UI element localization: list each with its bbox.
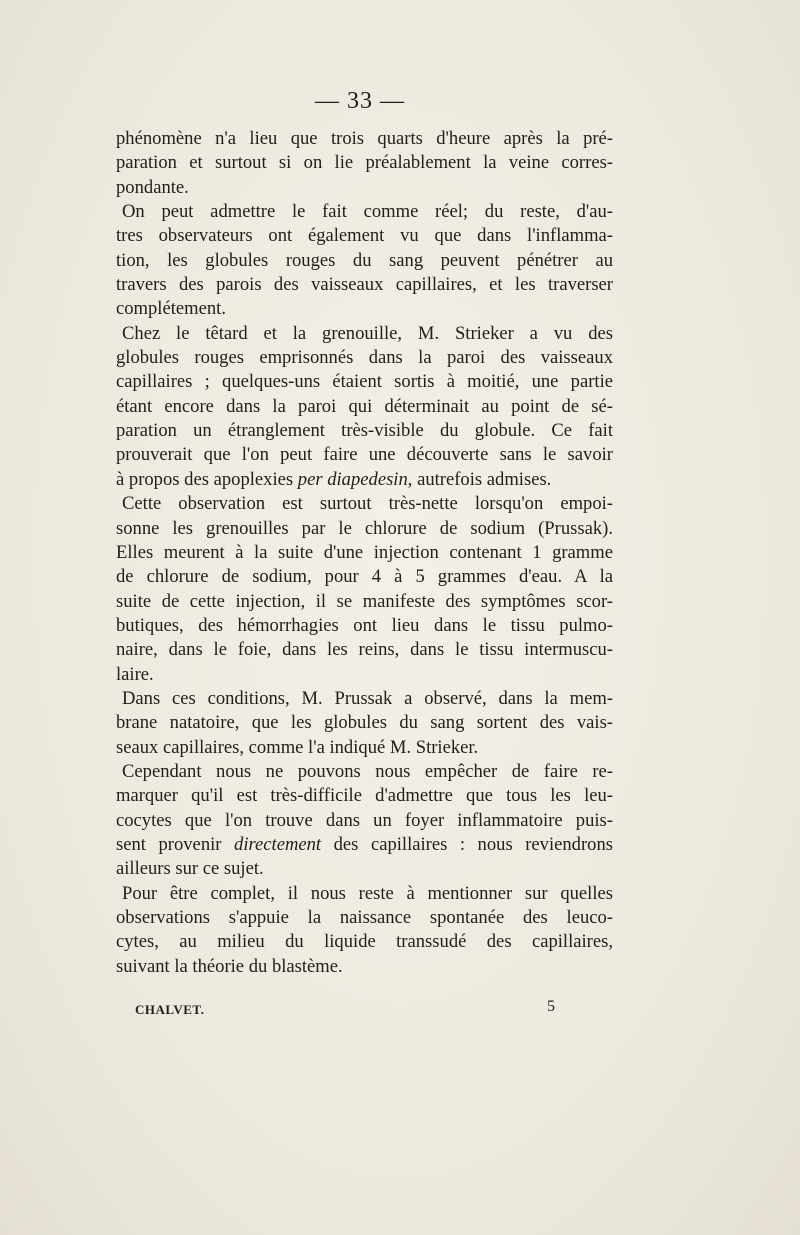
text-line: On peut admettre le fait comme réel; du reste, d'au- xyxy=(122,201,613,223)
text-segment: sent provenir xyxy=(116,833,222,855)
text-line: seaux capillaires, comme l'a indiqué M. Strieker. xyxy=(116,736,479,758)
text-line: laire. xyxy=(116,663,154,685)
text-segment: des capillaires : nous reviendrons xyxy=(333,833,613,855)
body-text xyxy=(116,127,613,979)
text-line: tion, les globules rouges du sang peuvent pénétrer au xyxy=(116,249,613,271)
text-line: Pour être complet, il nous reste à mentionner sur quelles xyxy=(122,882,613,904)
text-segment: à propos des apoplexies xyxy=(116,468,294,490)
text-line xyxy=(116,468,613,492)
text-line: prouverait que l'on peut faire une découverte sans le savoir xyxy=(116,444,613,466)
text-line: globules rouges emprisonnés dans la paroi des vaisseaux xyxy=(116,347,613,369)
text-line: sonne les grenouilles par le chlorure de sodium (Prussak). xyxy=(116,517,613,539)
text-line: de chlorure de sodium, pour 4 à 5 grammes d'eau. A la xyxy=(116,566,613,588)
text-line: marquer qu'il est très-difficile d'admettre que tous les leu- xyxy=(116,785,613,807)
text-line: Cette observation est surtout très-nette lorsqu'on empoi- xyxy=(122,493,613,515)
page-number: — 33 — xyxy=(315,88,405,114)
text-line: étant encore dans la paroi qui déterminait au point de sé- xyxy=(116,395,613,417)
text-line: Elles meurent à la suite d'une injection contenant 1 gramme xyxy=(116,541,613,563)
text-line: cocytes que l'on trouve dans un foyer inflammatoire puis- xyxy=(116,809,613,831)
text-line: paration un étranglement très-visible du globule. Ce fait xyxy=(116,420,613,442)
sheet-number: 5 xyxy=(547,998,555,1015)
text-line: suite de cette injection, il se manifeste des symptômes scor- xyxy=(116,590,613,612)
text-line: capillaires ; quelques-uns étaient sortis à moitié, une partie xyxy=(116,371,613,393)
text-line: paration et surtout si on lie préalablement la veine corres- xyxy=(116,152,613,174)
text-segment: , autrefois admises. xyxy=(407,468,552,490)
italic-term: per diapedesin xyxy=(297,468,408,490)
text-line: cytes, au milieu du liquide transsudé des capillaires, xyxy=(116,931,613,953)
italic-term: directement xyxy=(234,833,322,855)
text-line: Chez le têtard et la grenouille, M. Strieker a vu des xyxy=(122,322,613,344)
text-line: butiques, des hémorrhagies ont lieu dans le tissu pulmo- xyxy=(116,614,613,636)
text-line: phénomène n'a lieu que trois quarts d'heure après la pré- xyxy=(116,128,613,149)
text-line: brane natatoire, que les globules du sang sortent des vais- xyxy=(116,712,613,734)
text-line: pondante. xyxy=(116,176,189,198)
text-line: tres observateurs ont également vu que dans l'inflamma- xyxy=(116,225,613,247)
signature-mark: CHALVET. xyxy=(135,1002,205,1017)
text-line: naire, dans le foie, dans les reins, dans le tissu intermuscu- xyxy=(116,639,613,661)
text-line: suivant la théorie du blastème. xyxy=(116,955,343,977)
text-line: complétement. xyxy=(116,298,226,320)
text-line: ailleurs sur ce sujet. xyxy=(116,858,264,880)
text-line: observations s'appuie la naissance spontanée des leuco- xyxy=(116,907,613,928)
text-line xyxy=(116,833,613,857)
text-line: travers des parois des vaisseaux capillaires, et les traverser xyxy=(116,274,613,296)
text-line: Cependant nous ne pouvons nous empêcher de faire re- xyxy=(122,760,613,782)
text-line: Dans ces conditions, M. Prussak a observé, dans la mem- xyxy=(122,687,613,709)
